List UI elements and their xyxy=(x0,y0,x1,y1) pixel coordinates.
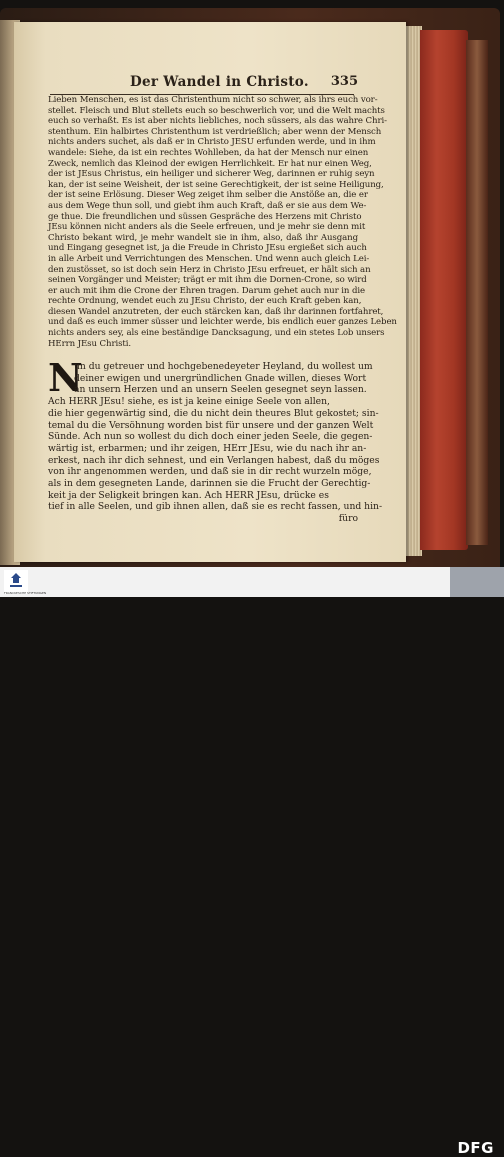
library-logo-text: FRANCKESCHE STIFTUNGEN xyxy=(4,591,47,595)
text-line: den zustösset, so ist doch sein Herz in Christo JEsu erfreuet, er hält sich an xyxy=(48,264,371,275)
prayer-line: Ach HERR JEsu! siehe, es ist ja keine einige Seele von allen, xyxy=(48,396,330,408)
viewer-footer-bar xyxy=(0,567,504,597)
text-line: rechte Ordnung, wendet euch zu JEsu Christo, der euch Kraft geben kan, xyxy=(48,296,362,307)
text-line: diesen Wandel anzutreten, der euch stärcken kan, daß ihr darinnen fortfahret, xyxy=(48,306,384,317)
prayer-line: Sünde. Ach nun so wollest du dich doch einer jeden Seele, die gegen- xyxy=(48,431,373,443)
prayer-line: als in dem gesegneten Lande, darinnen sie die Frucht der Gerechtig- xyxy=(48,478,371,490)
text-line: stellet. Fleisch und Blut stellets euch so beschwerlich vor, und die Welt machts xyxy=(48,105,385,116)
text-line: euch so verhaßt. Es ist aber nichts liebliches, noch süssers, als das wahre Chri- xyxy=(48,116,387,127)
text-line: in alle Arbeit und Verrichtungen des Menschen. Und wenn auch gleich Lei- xyxy=(48,253,370,264)
text-line: er auch mit ihm die Crone der Ehren tragen. Darum gehet auch nur in die xyxy=(48,285,365,296)
red-edge-cover xyxy=(420,30,468,550)
text-line: JEsu können nicht anders als die Seele erfreuen, und je mehr sie denn mit xyxy=(48,222,366,233)
prayer-line: un du getreuer und hochgebenedeyeter Heyland, du wollest um xyxy=(74,361,373,372)
text-line: stenthum. Ein halbirtes Christenthum ist verdrießlich; aber wenn der Mensch xyxy=(48,126,382,137)
text-line: HErrn JEsu Christi. xyxy=(48,338,132,349)
prayer-line: erkest, nach ihr dich sehnest, und ein Verlangen habest, daß du möges xyxy=(48,454,380,466)
drop-initial: N xyxy=(48,355,83,400)
text-line: wandele: Siehe, da ist ein rechtes Wohlleben, da hat der Mensch nur einen xyxy=(48,147,369,158)
text-line: ge thue. Die freundlichen und süssen Gespräche des Herzens mit Christo xyxy=(48,211,362,222)
prayer-paragraph xyxy=(48,355,383,525)
text-line: aus dem Wege thun soll, und giebt ihm auch Kraft, daß er sie aus dem We- xyxy=(48,200,367,211)
text-line: der ist seine Erlösung. Dieser Weg zeiget ihm selber die Anstöße an, die er xyxy=(48,190,368,201)
text-line: nichts anders suchet, als daß er in Christo JESU erfunden werde, und in ihm xyxy=(48,137,376,148)
text-line: Christo bekant wird, je mehr wandelt sie in ihm, also, daß ihr Ausgang xyxy=(48,232,358,243)
page-number: 335 xyxy=(330,74,358,89)
prayer-line: keit ja der Seligkeit bringen kan. Ach HERR JEsu, drücke es xyxy=(48,489,329,501)
sermon-paragraph xyxy=(48,95,397,349)
prayer-line: von ihr angenommen werden, und daß sie in dir recht wurzeln möge, xyxy=(48,466,372,478)
prayer-line: deiner ewigen und unergründlichen Gnade willen, dieses Wort xyxy=(74,372,367,384)
text-line: Lieben Menschen, es ist das Christenthum nicht so schwer, als ihrs euch vor- xyxy=(48,95,378,105)
text-line: und Eingang gesegnet ist, ja die Freude in Christo JEsu ergießet sich auch xyxy=(48,243,367,254)
prayer-line: temal du die Versöhnung worden bist für unsere und der ganzen Welt xyxy=(48,419,374,431)
prayer-line: tief in alle Seelen, und gib ihnen allen, daß sie es recht fassen, und hin- xyxy=(48,501,383,513)
catchword: füro xyxy=(338,513,358,525)
text-line: und daß es euch immer süsser und leichter werde, bis endlich euer ganzes Leben xyxy=(48,317,397,328)
text-line: seinen Vorgänger und Meister; trägt er mit ihm die Dornen-Crone, so wird xyxy=(48,275,367,286)
running-head: Der Wandel in Christo. xyxy=(130,74,309,90)
book-board-edge xyxy=(466,40,488,545)
page-header xyxy=(50,74,358,95)
text-line: der ist JEsus Christus, ein heiliger und sicherer Weg, darinnen er ruhig seyn xyxy=(48,169,375,180)
text-line: kan, der ist seine Weisheit, der ist seine Gerechtigkeit, der ist seine Heiligung, xyxy=(48,179,384,190)
text-line: Zweck, nemlich das Kleinod der ewigen Herrlichkeit. Er hat nur einen Weg, xyxy=(48,158,372,169)
book-page xyxy=(14,22,406,562)
text-line: nichts anders sey, als eine beständige Dancksagung, und ein stetes Lob unsers xyxy=(48,328,385,339)
prayer-line: die hier gegenwärtig sind, die du nicht dein theures Blut gekostet; sin- xyxy=(48,407,379,419)
prayer-line: an unsern Herzen und an unsern Seelen gesegnet seyn lassen. xyxy=(74,384,367,396)
dfg-badge xyxy=(450,567,504,1157)
dfg-logo: DFG xyxy=(457,1139,494,1157)
prayer-line: wärtig ist, erbarmen; und ihr zeigen, HErr JEsu, wie du nach ihr an- xyxy=(48,442,367,454)
